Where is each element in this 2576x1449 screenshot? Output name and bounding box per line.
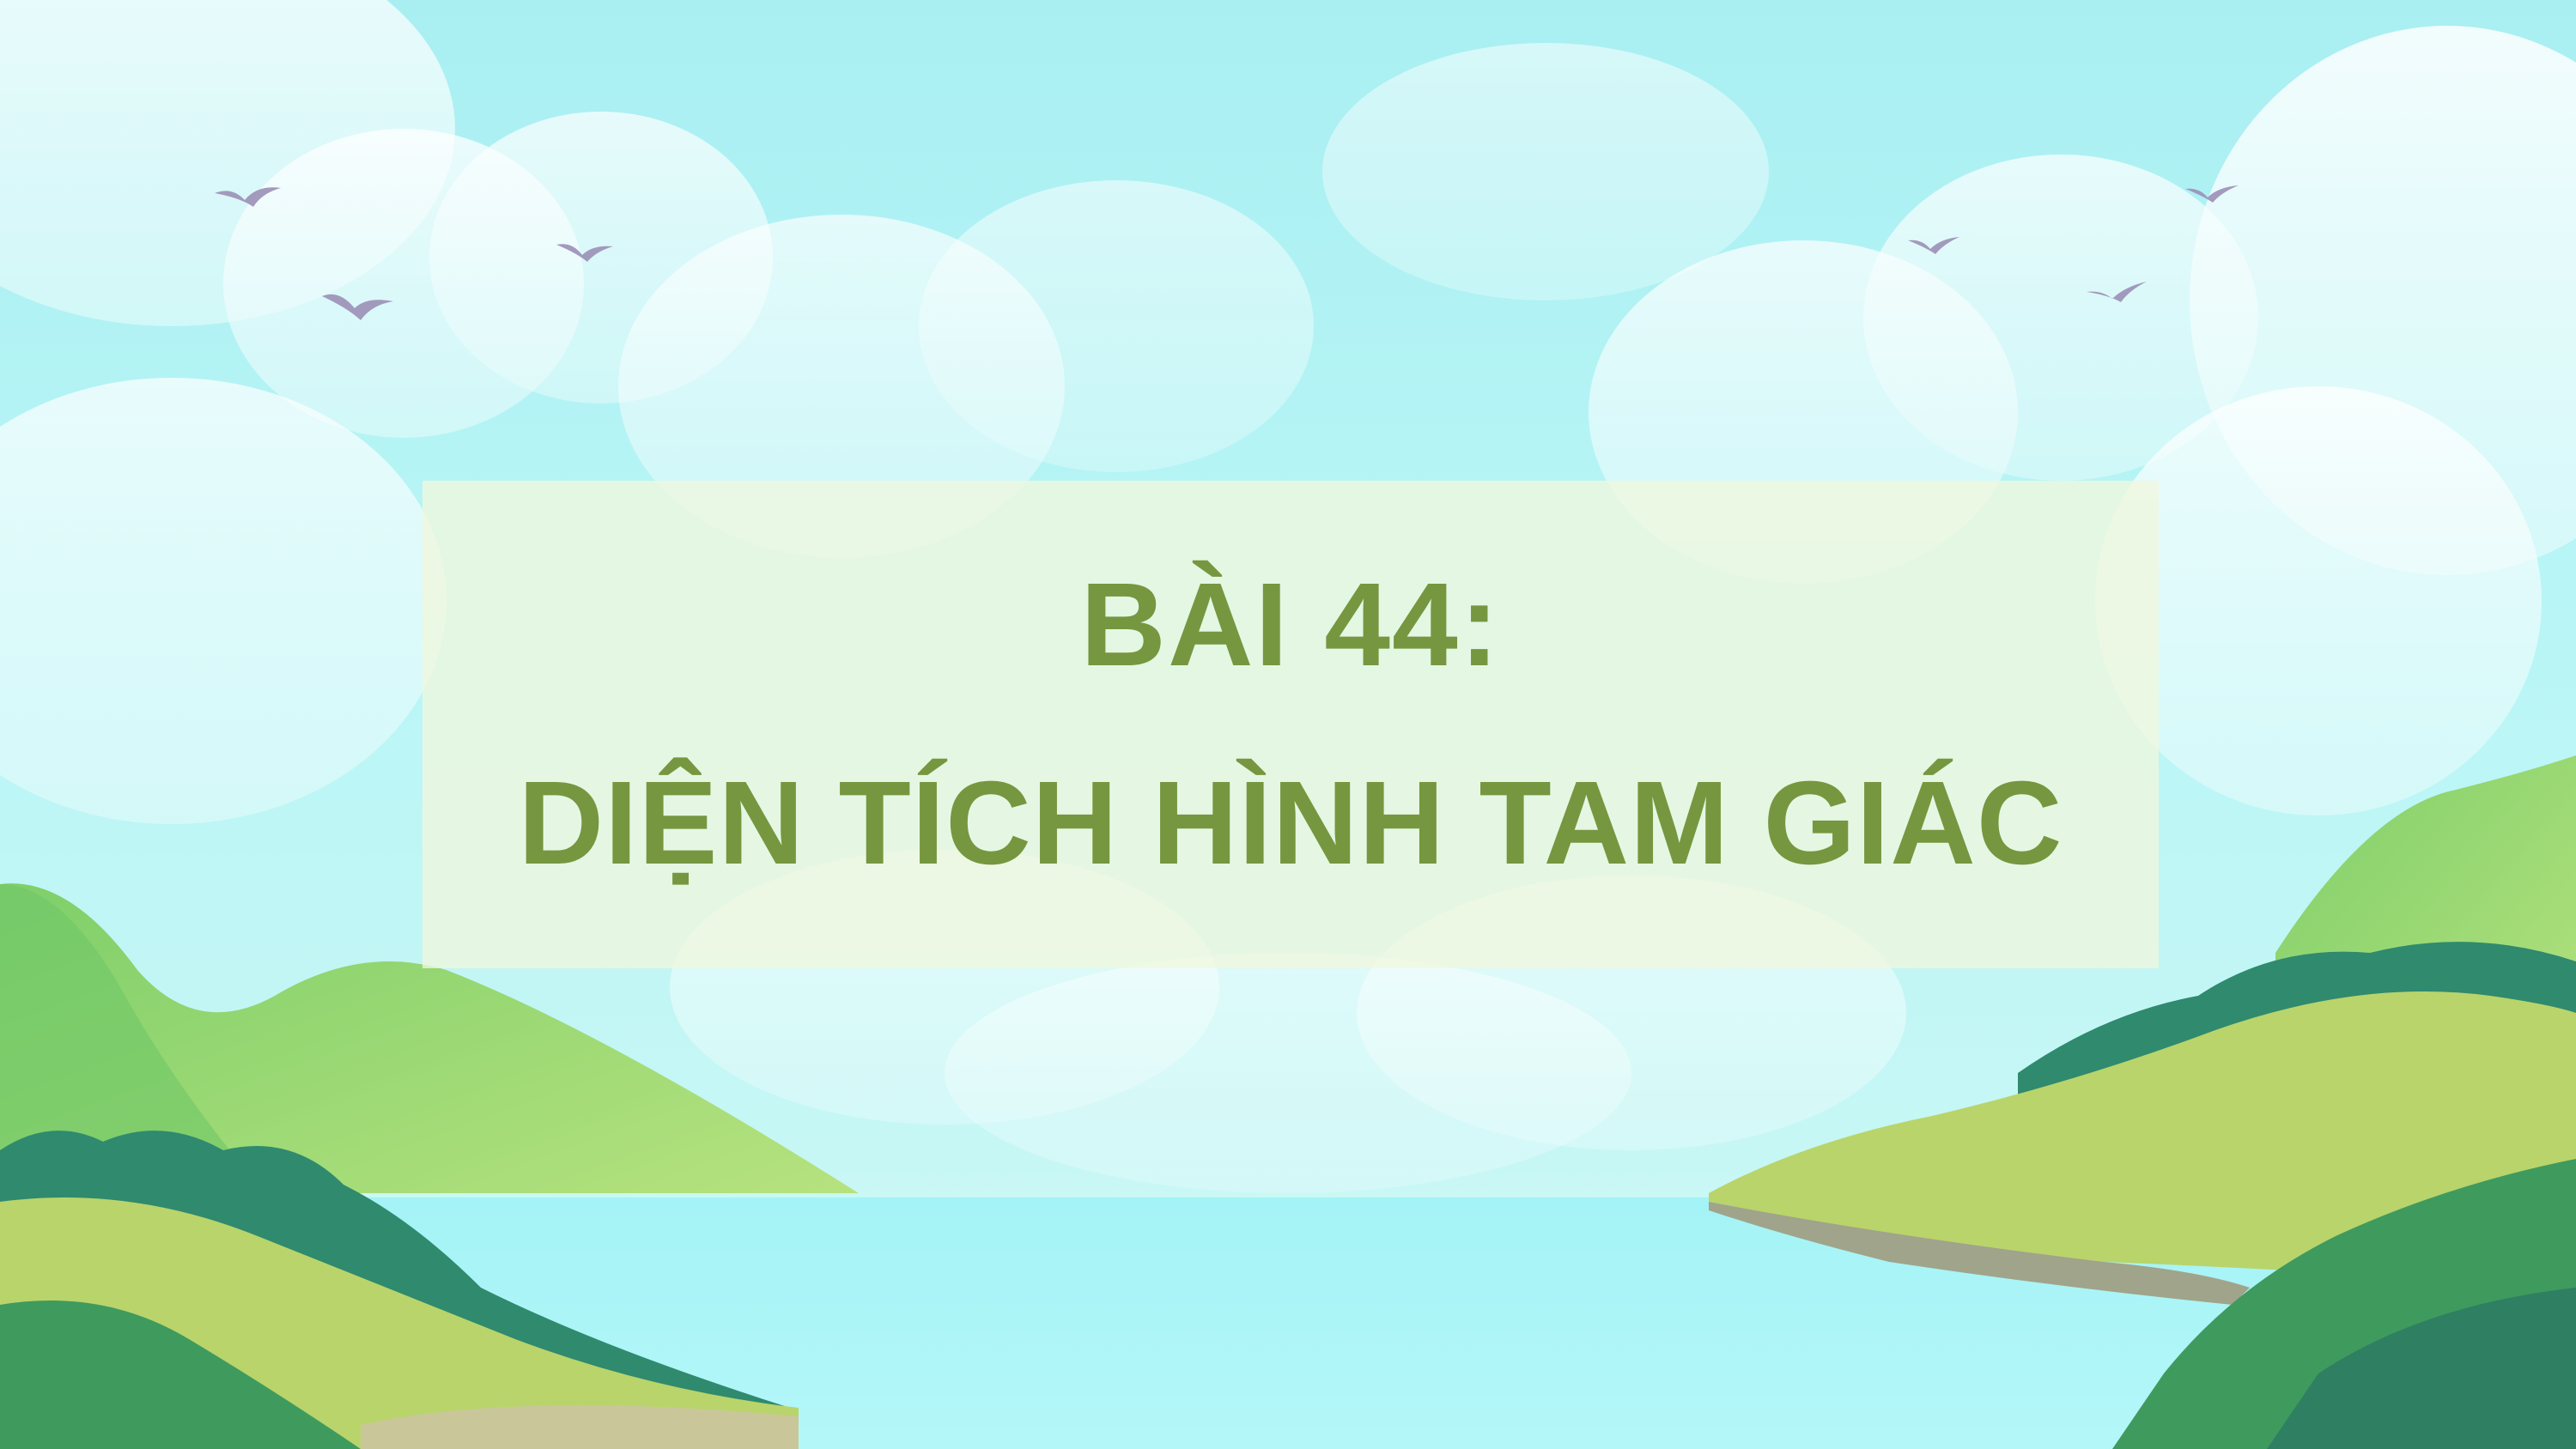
lesson-title: DIỆN TÍCH HÌNH TAM GIÁC <box>518 757 2063 889</box>
title-banner <box>422 481 2159 968</box>
lesson-number: BÀI 44: <box>1080 559 1501 692</box>
